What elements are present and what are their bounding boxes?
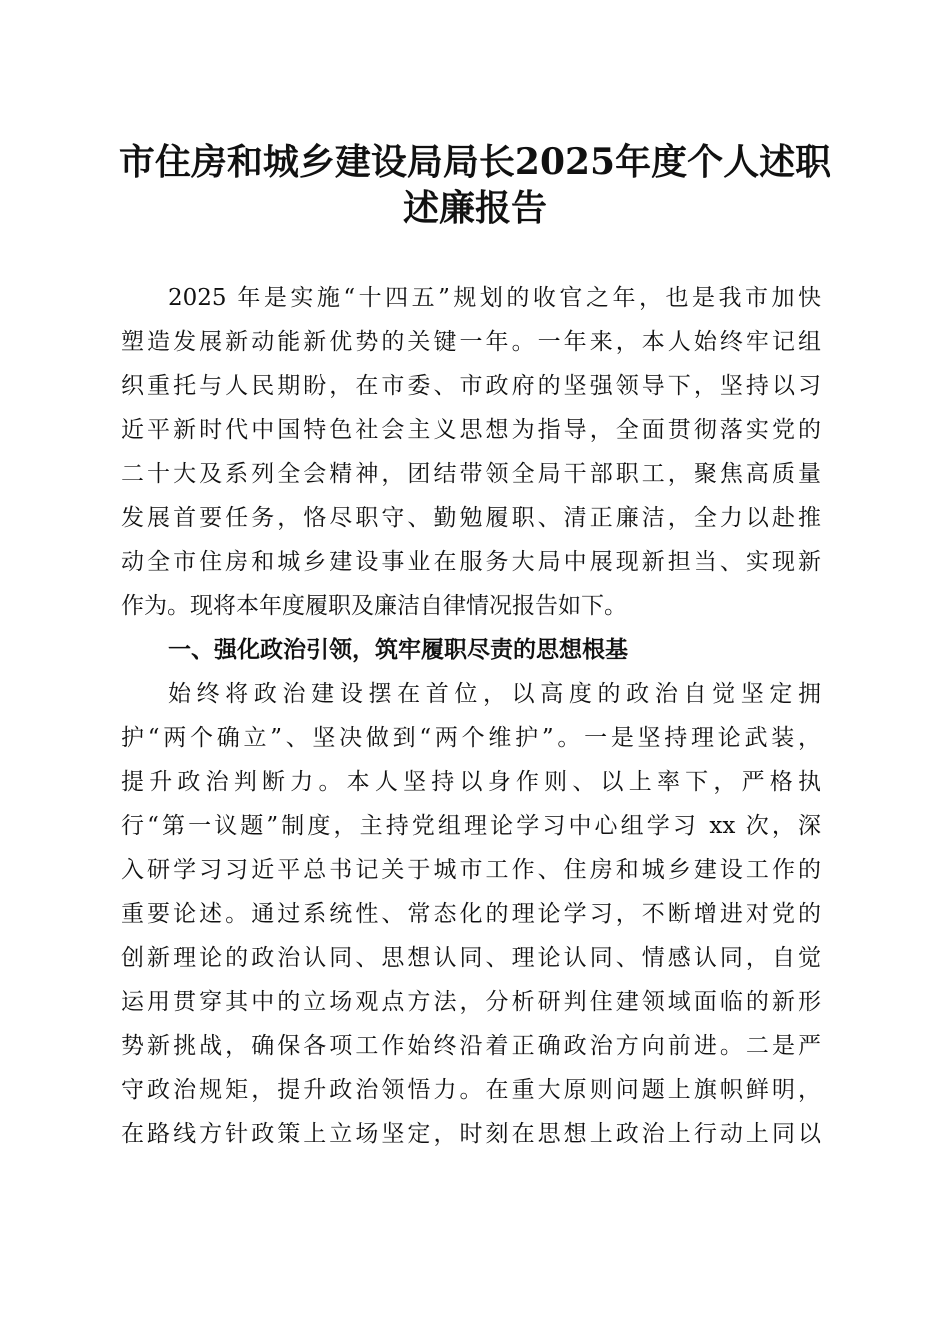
document-title-line-1: 市住房和城乡建设局局长2025年度个人述职 xyxy=(118,141,832,183)
body-text-line: 提升政治判断力。本人坚持以身作则、以上率下，严格执 xyxy=(121,769,821,795)
body-text-line: 2025 年是实施“十四五”规划的收官之年，也是我市加快 xyxy=(168,285,821,311)
body-text-line: 近平新时代中国特色社会主义思想为指导，全面贯彻落实党的 xyxy=(121,417,821,443)
body-text-line: 动全市住房和城乡建设事业在服务大局中展现新担当、实现新 xyxy=(121,549,821,575)
body-text-line: 行“第一议题”制度，主持党组理论学习中心组学习 xx 次，深 xyxy=(121,813,821,839)
body-text-line: 重要论述。通过系统性、常态化的理论学习，不断增进对党的 xyxy=(121,901,821,927)
body-text-line: 守政治规矩，提升政治领悟力。在重大原则问题上旗帜鲜明， xyxy=(121,1077,821,1103)
body-text-line: 织重托与人民期盼，在市委、市政府的坚强领导下，坚持以习 xyxy=(121,373,821,399)
body-text-line: 作为。现将本年度履职及廉洁自律情况报告如下。 xyxy=(121,593,627,619)
body-text-line: 运用贯穿其中的立场观点方法，分析研判住建领域面临的新形 xyxy=(121,989,821,1015)
body-text-line: 入研学习习近平总书记关于城市工作、住房和城乡建设工作的 xyxy=(121,857,821,883)
body-text-line: 创新理论的政治认同、思想认同、理论认同、情感认同，自觉 xyxy=(121,945,821,971)
body-text-line: 塑造发展新动能新优势的关键一年。一年来，本人始终牢记组 xyxy=(121,329,821,355)
body-text-line: 二十大及系列全会精神，团结带领全局干部职工，聚焦高质量 xyxy=(121,461,821,487)
document-title-line-2: 述廉报告 xyxy=(402,187,547,229)
body-text-line: 发展首要任务，恪尽职守、勤勉履职、清正廉洁，全力以赴推 xyxy=(121,505,821,531)
body-text-line: 护“两个确立”、坚决做到“两个维护”。一是坚持理论武装， xyxy=(121,725,821,751)
body-text-line: 在路线方针政策上立场坚定，时刻在思想上政治上行动上同以 xyxy=(121,1121,821,1147)
body-text-line: 始终将政治建设摆在首位，以高度的政治自觉坚定拥 xyxy=(168,681,821,707)
section-heading: 一、强化政治引领，筑牢履职尽责的思想根基 xyxy=(168,637,628,663)
body-text-line: 势新挑战，确保各项工作始终沿着正确政治方向前进。二是严 xyxy=(121,1033,821,1059)
